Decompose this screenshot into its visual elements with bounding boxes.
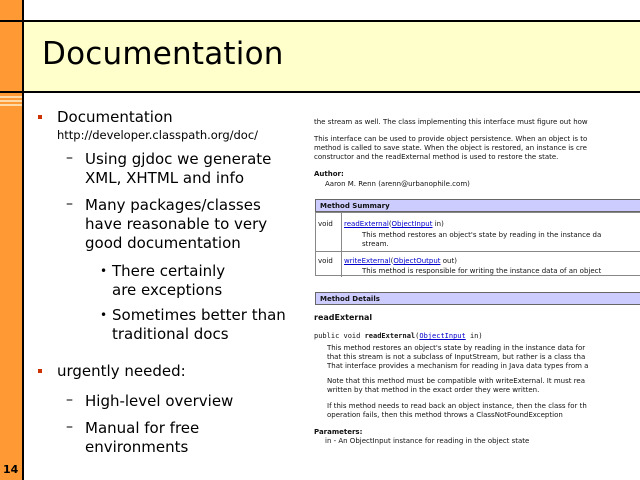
slide-title: Documentation (42, 36, 284, 72)
method-desc: stream. (362, 240, 389, 248)
method-type: void (316, 252, 342, 277)
doc-intro-line: This interface can be used to provide object persistence. When an object is to (314, 135, 588, 143)
method-details-header: Method Details (315, 292, 640, 305)
method-link-writeexternal[interactable]: writeExternal (344, 257, 391, 265)
dot-bullet-exceptions-line2: are exceptions (112, 281, 223, 299)
top-bar (22, 0, 640, 22)
doc-intro-line: constructor and the readExternal method is used to restore the state. (314, 153, 559, 161)
bullet-documentation: Documentation (57, 108, 173, 126)
dot-bullet-exceptions-line1: There certainly (112, 262, 226, 280)
detail-method-name: readExternal (314, 313, 373, 322)
title-rule-bottom (0, 91, 640, 93)
doc-author-label: Author: (314, 170, 344, 178)
method-signature: writeExternal(ObjectOutput out) (344, 257, 457, 265)
left-divider-line (22, 0, 24, 480)
dash-icon: – (66, 392, 73, 408)
title-rule-top (0, 20, 640, 22)
detail-text: That interface provides a mechanism for reading in Java data types from a (327, 362, 589, 370)
table-row (316, 213, 640, 251)
doc-author-value: Aaron M. Renn (arenn@urbanophile.com) (325, 180, 470, 188)
page-number: 14 (3, 463, 19, 476)
javadoc-screenshot (307, 114, 640, 480)
detail-text: operation fails, then this method throws a ClassNotFoundException (327, 411, 563, 419)
table-row (316, 251, 640, 277)
strip-line (0, 104, 22, 106)
detail-params-value: in - An ObjectInput instance for reading in the object state (325, 437, 530, 445)
detail-signature: public void readExternal(ObjectInput in) (314, 332, 483, 340)
doc-url-link[interactable]: http://developer.classpath.org/doc/ (57, 128, 259, 142)
dot-bullet-better-line2: traditional docs (112, 325, 229, 343)
bullet-urgently-needed: urgently needed: (57, 362, 186, 380)
method-type: void (316, 213, 342, 251)
detail-text: that this stream is not a subclass of InputStream, but rather is a class tha (327, 353, 586, 361)
detail-text: written by that method in the exact order they were written. (327, 386, 540, 394)
strip-line (0, 96, 22, 98)
method-summary-header: Method Summary (315, 199, 640, 212)
sub-bullet-gjdoc-line1: Using gjdoc we generate (85, 150, 272, 168)
doc-intro-line: the stream as well. The class implementing this interface must figure out how (314, 118, 588, 126)
dash-icon: – (66, 196, 73, 212)
method-summary-table (315, 212, 640, 276)
type-link-objectinput[interactable]: ObjectInput (419, 332, 466, 340)
dot-bullet-better-line1: Sometimes better than (112, 306, 286, 324)
sub-bullet-gjdoc-line2: XML, XHTML and info (85, 169, 245, 187)
left-accent-strip (0, 0, 22, 480)
dot-bullet-icon: • (100, 264, 108, 278)
strip-line (0, 100, 22, 102)
detail-text: This method restores an object's state by reading in the instance data for (327, 344, 586, 352)
sub-bullet-overview: High-level overview (85, 392, 234, 410)
sub-bullet-packages-line2: have reasonable to very (85, 215, 268, 233)
method-link-readexternal[interactable]: readExternal (344, 220, 389, 228)
sub-bullet-manual-line2: environments (85, 438, 189, 456)
sub-bullet-packages-line1: Many packages/classes (85, 196, 261, 214)
bullet-square-icon (38, 115, 42, 119)
sub-bullet-manual-line1: Manual for free (85, 419, 200, 437)
detail-text: Note that this method must be compatible with writeExternal. It must rea (327, 377, 586, 385)
doc-intro-line: method is called to save state. When the object is restored, an instance is cre (314, 144, 587, 152)
type-link-objectinput[interactable]: ObjectInput (391, 220, 433, 228)
type-link-objectoutput[interactable]: ObjectOutput (393, 257, 441, 265)
method-signature: readExternal(ObjectInput in) (344, 220, 444, 228)
detail-text: If this method needs to read back an object instance, then the class for th (327, 402, 587, 410)
dot-bullet-icon: • (100, 308, 108, 322)
detail-params-label: Parameters: (314, 428, 363, 436)
bullet-square-icon (38, 369, 42, 373)
method-desc: This method is responsible for writing the instance data of an object (362, 267, 602, 275)
dash-icon: – (66, 150, 73, 166)
dash-icon: – (66, 419, 73, 435)
method-desc: This method restores an object's state by reading in the instance da (362, 231, 602, 239)
sub-bullet-packages-line3: good documentation (85, 234, 241, 252)
